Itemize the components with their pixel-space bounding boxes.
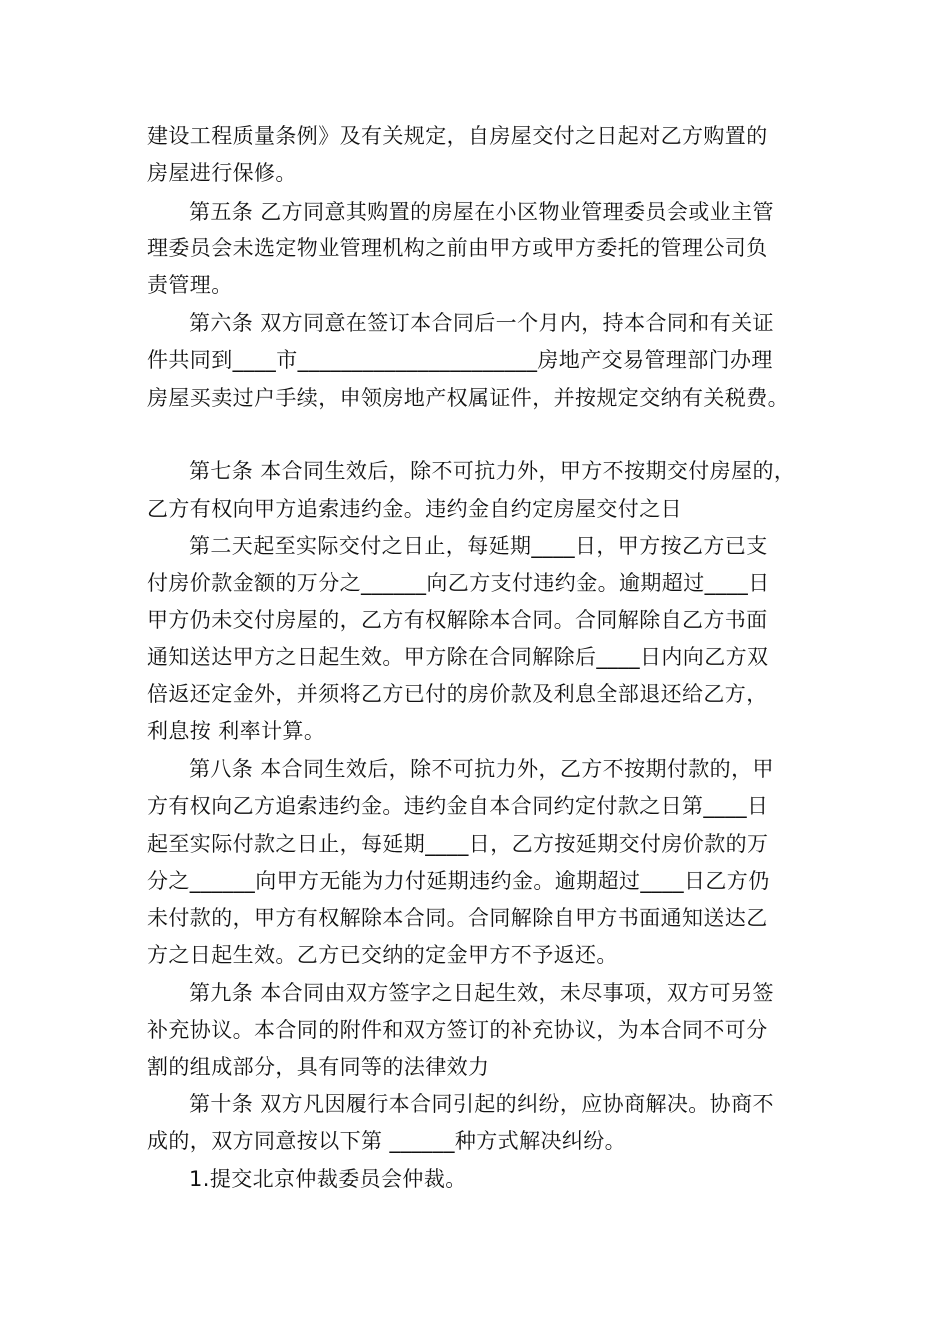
clause-5-heading-line: 第五条 乙方同意其购置的房屋在小区物业管理委员会或业主管	[189, 200, 774, 224]
text-line: 通知送达甲方之日起生效。甲方除在合同解除后____日内向乙方双	[147, 645, 769, 669]
text-line: 倍返还定金外，并须将乙方已付的房价款及利息全部退还给乙方，	[147, 682, 768, 706]
clause-9-heading-line: 第九条 本合同由双方签字之日起生效，未尽事项，双方可另签	[189, 981, 774, 1005]
text-line: 成的，双方同意按以下第 ______种方式解决纠纷。	[147, 1129, 627, 1153]
text-line: 件共同到____市______________________房地产交易管理部门办理	[147, 348, 773, 372]
text-line: 建设工程质量条例》及有关规定，自房屋交付之日起对乙方购置的	[147, 124, 768, 148]
text-line: 乙方有权向甲方追索违约金。违约金自约定房屋交付之日	[147, 497, 682, 521]
clause-6-heading-line: 第六条 双方同意在签订本合同后一个月内，持本合同和有关证	[189, 311, 774, 335]
clause-7-heading-line: 第七条 本合同生效后，除不可抗力外，甲方不按期交付房屋的，	[189, 459, 796, 483]
text-line: 割的组成部分，具有同等的法律效力	[147, 1055, 490, 1079]
clause-8-heading-line: 第八条 本合同生效后，除不可抗力外，乙方不按期付款的，甲	[189, 757, 774, 781]
text-line: 第二天起至实际交付之日止，每延期____日，甲方按乙方已支	[189, 534, 768, 558]
list-item: 1.提交北京仲裁委员会仲裁。	[189, 1167, 467, 1191]
clause-10-heading-line: 第十条 双方凡因履行本合同引起的纠纷，应协商解决。协商不	[189, 1092, 774, 1116]
text-line: 方之日起生效。乙方已交纳的定金甲方不予返还。	[147, 943, 618, 967]
text-line: 房屋进行保修。	[147, 161, 297, 185]
text-line: 利息按 利率计算。	[147, 719, 326, 743]
text-line: 理委员会未选定物业管理机构之前由甲方或甲方委托的管理公司负	[147, 236, 768, 260]
text-line: 补充协议。本合同的附件和双方签订的补充协议，为本合同不可分	[147, 1018, 768, 1042]
text-line: 付房价款金额的万分之______向乙方支付违约金。逾期超过____日	[147, 571, 770, 595]
text-line: 分之______向甲方无能为力付延期违约金。逾期超过____日乙方仍	[147, 869, 770, 893]
text-line: 未付款的，甲方有权解除本合同。合同解除自甲方书面通知送达乙	[147, 906, 768, 930]
text-line: 甲方仍未交付房屋的，乙方有权解除本合同。合同解除自乙方书面	[147, 608, 768, 632]
text-line: 责管理。	[147, 273, 233, 297]
text-line: 起至实际付款之日止，每延期____日，乙方按延期交付房价款的万	[147, 832, 769, 856]
text-line: 方有权向乙方追索违约金。违约金自本合同约定付款之日第____日	[147, 794, 769, 818]
text-line: 房屋买卖过户手续，申领房地产权属证件，并按规定交纳有关税费。	[147, 386, 789, 410]
